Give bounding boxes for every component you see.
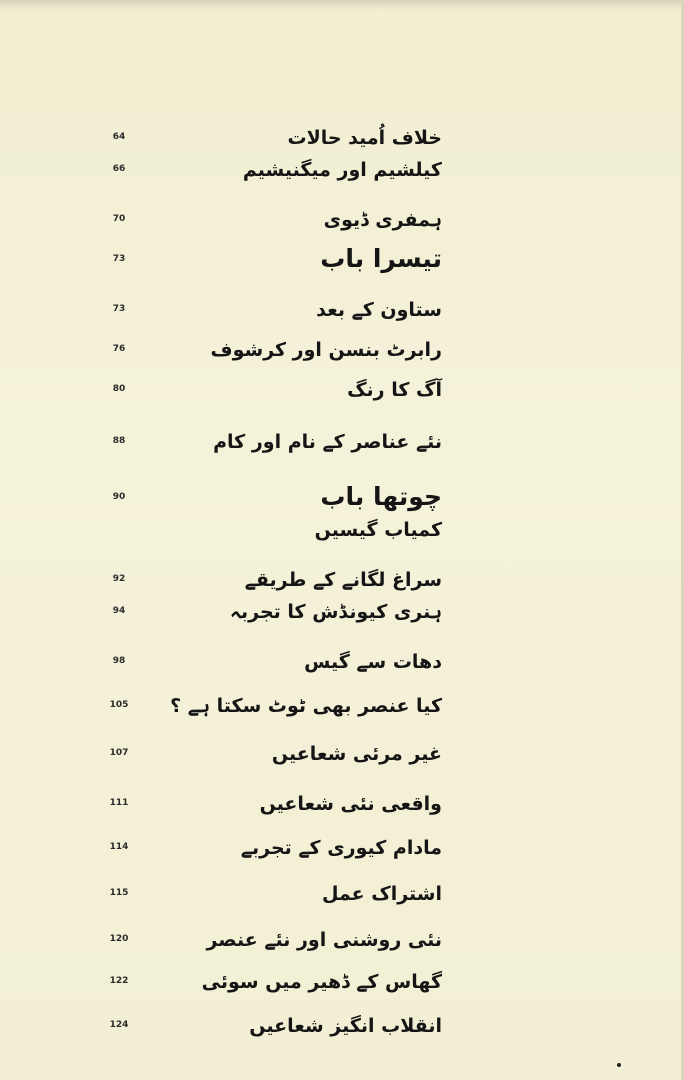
toc-entry [0, 566, 681, 596]
entry-title: ستاون کے بعد [316, 299, 442, 321]
entry-title: غیر مرئی شعاعیں [271, 743, 442, 765]
page-number: 114 [109, 842, 129, 852]
page-number: 124 [109, 1020, 129, 1030]
entry-title: نئے عناصر کے نام اور کام [213, 431, 442, 453]
entry-title: ہنری کیونڈش کا تجربہ [229, 601, 442, 623]
page-number: 115 [109, 888, 129, 898]
page-number: 76 [112, 344, 126, 354]
entry-title: واقعی نئی شعاعیں [259, 793, 442, 815]
toc-entry [0, 296, 681, 326]
page-number: 73 [112, 304, 126, 314]
entry-title: خلاف اُمید حالات [287, 127, 442, 149]
page-number: 98 [112, 656, 126, 666]
page-number: 80 [112, 384, 126, 394]
ink-dot [617, 1063, 621, 1067]
page-number: 105 [109, 700, 129, 710]
chapter-heading [0, 484, 681, 514]
toc-entry [0, 428, 681, 458]
toc-entry [0, 926, 681, 956]
toc-entry [0, 692, 681, 722]
toc-entry [0, 376, 681, 406]
page-number: 92 [112, 574, 126, 584]
page-number: 107 [109, 748, 129, 758]
entry-title: اشتراک عمل [321, 883, 442, 905]
toc-entry [0, 968, 681, 998]
entry-title: ہمفری ڈیوی [323, 209, 442, 231]
toc-entry [0, 598, 681, 628]
toc-entry [0, 880, 681, 910]
toc-entry [0, 156, 681, 186]
page-number: 120 [109, 934, 129, 944]
toc-entry [0, 834, 681, 864]
toc-entry [0, 1012, 681, 1042]
chapter-title: تیسرا باب [320, 244, 442, 273]
page-top-edge [0, 0, 681, 10]
chapter-heading [0, 246, 681, 276]
entry-title: رابرٹ بنسن اور کرشوف [210, 339, 442, 361]
page-number: 64 [112, 132, 126, 142]
chapter-title: چوتھا باب [320, 482, 442, 511]
entry-title: کیا عنصر بھی ٹوٹ سکتا ہے ؟ [170, 695, 442, 717]
page-number: 94 [112, 606, 126, 616]
entry-title: مادام کیوری کے تجربے [240, 837, 442, 859]
entry-title: سراغ لگانے کے طریقے [244, 569, 442, 591]
entry-title: نئی روشنی اور نئے عنصر [206, 929, 442, 951]
toc-entry [0, 516, 681, 546]
page-number: 73 [112, 254, 126, 264]
entry-title: گھاس کے ڈھیر میں سوئی [201, 971, 442, 993]
entry-title: آگ کا رنگ [347, 379, 442, 401]
toc-entry [0, 206, 681, 236]
page-number: 88 [112, 436, 126, 446]
page-number: 70 [112, 214, 126, 224]
entry-title: انقلاب انگیز شعاعیں [249, 1015, 442, 1037]
toc-entry [0, 790, 681, 820]
entry-title: کیلشیم اور میگنیشیم [242, 159, 442, 181]
toc-entry [0, 336, 681, 366]
toc-entry [0, 124, 681, 154]
page-number: 122 [109, 976, 129, 986]
page-number: 66 [112, 164, 126, 174]
page-number: 111 [109, 798, 129, 808]
page-number: 90 [112, 492, 126, 502]
toc-entry [0, 740, 681, 770]
toc-entry [0, 648, 681, 678]
entry-title: کمیاب گیسیں [314, 519, 442, 541]
entry-title: دھات سے گیس [304, 651, 442, 673]
